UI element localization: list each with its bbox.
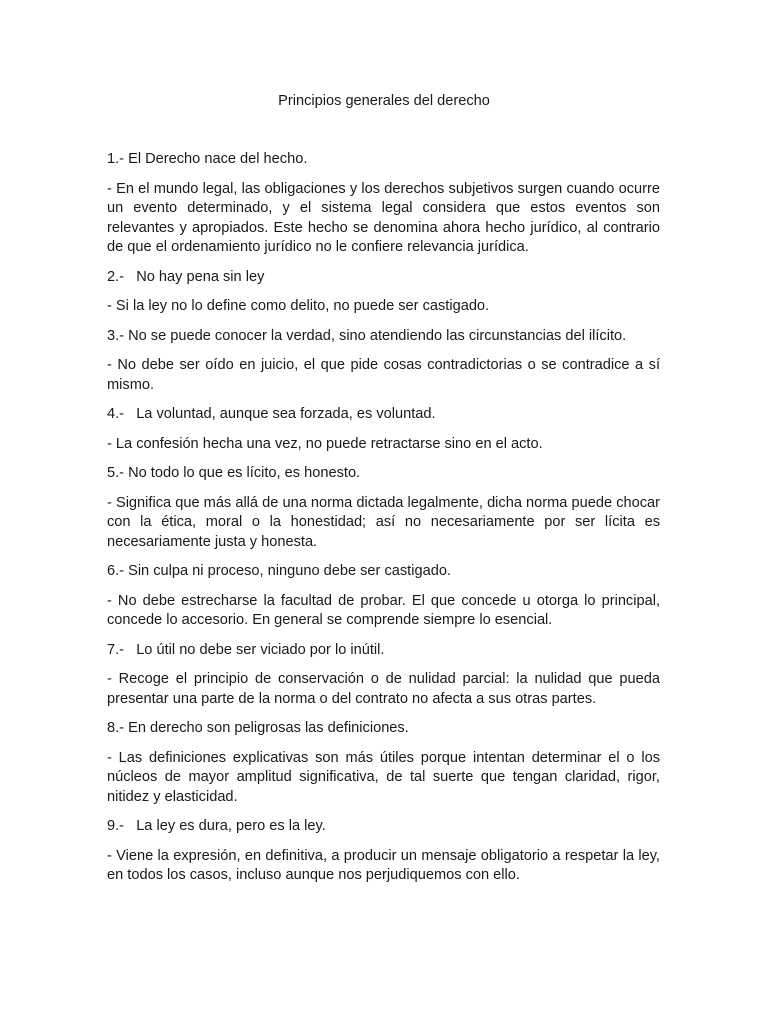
paragraph: - No debe ser oído en juicio, el que pide cosas contradictorias o se contradice a sí mismo. bbox=[107, 357, 665, 393]
paragraph: 2.- No hay pena sin ley bbox=[107, 268, 265, 285]
paragraph: - Recoge el principio de conservación o de nulidad parcial: la nulidad que pueda presentar una parte de la norma o del contrato no afecta a sus otras partes. bbox=[107, 671, 665, 707]
paragraph: - En el mundo legal, las obligaciones y los derechos subjetivos surgen cuando ocurre un evento determinado, y el sistema legal considera que estos eventos son relevantes y apropiados. Este hecho se denomina ahora hecho jurídico, al contrario de que el ordenamiento jurídico no le confiere relevancia jurídica. bbox=[107, 180, 665, 255]
paragraph: - La confesión hecha una vez, no puede retractarse sino en el acto. bbox=[107, 435, 543, 452]
paragraph: - Si la ley no lo define como delito, no puede ser castigado. bbox=[107, 298, 490, 314]
paragraph: - Significa que más allá de una norma dictada legalmente, dicha norma puede chocar con la ética, moral o la honestidad; así no necesariamente por ser lícita es necesariamente justa y honesta. bbox=[107, 494, 665, 550]
paragraph: 3.- No se puede conocer la verdad, sino atendiendo las circunstancias del ilícito. bbox=[107, 327, 627, 344]
paragraph: - Viene la expresión, en definitiva, a producir un mensaje obligatorio a respetar la ley, en todos los casos, incluso aunque nos perjudiquemos con ello. bbox=[107, 847, 665, 883]
paragraph: 6.- Sin culpa ni proceso, ninguno debe ser castigado. bbox=[107, 563, 451, 579]
paragraph: 4.- La voluntad, aunque sea forzada, es voluntad. bbox=[107, 406, 436, 422]
paragraph: 8.- En derecho son peligrosas las definiciones. bbox=[107, 720, 409, 736]
paragraph: 5.- No todo lo que es lícito, es honesto. bbox=[107, 465, 361, 481]
paragraph: - No debe estrecharse la facultad de probar. El que concede u otorga lo principal, concede lo accesorio. En general se comprende siempre lo esencial. bbox=[107, 592, 665, 628]
document-title: Principios generales del derecho bbox=[278, 93, 490, 109]
paragraph: 1.- El Derecho nace del hecho. bbox=[107, 151, 308, 167]
document-body bbox=[107, 150, 665, 896]
paragraph: 7.- Lo útil no debe ser viciado por lo inútil. bbox=[107, 641, 385, 658]
paragraph: - Las definiciones explicativas son más útiles porque intentan determinar el o los núcleos de mayor amplitud significativa, de tal suerte que tengan claridad, rigor, nitidez y elasticidad. bbox=[107, 749, 665, 805]
paragraph: 9.- La ley es dura, pero es la ley. bbox=[107, 818, 326, 834]
